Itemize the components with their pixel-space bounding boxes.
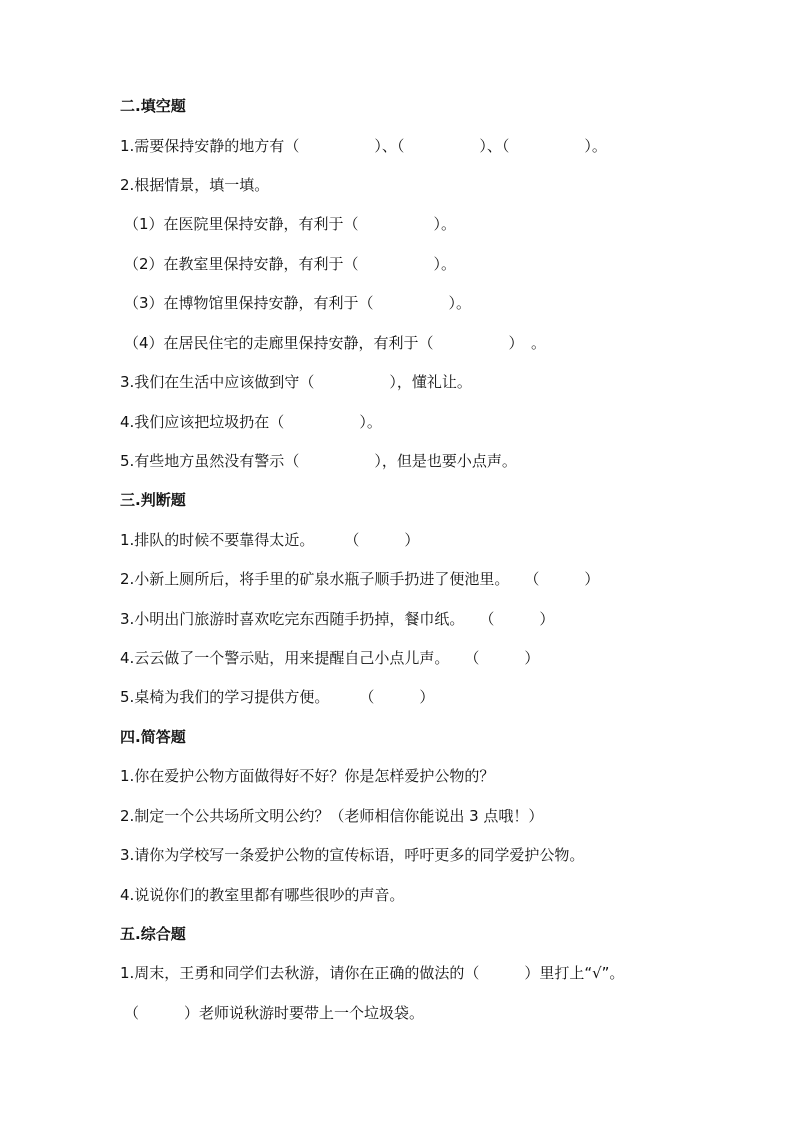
section-heading-short-answer: 四.简答题 xyxy=(120,728,186,746)
question-sa-2: 2.制定一个公共场所文明公约？（老师相信你能说出 3 点哦！） xyxy=(120,807,544,825)
section-heading-fill-blank: 二.填空题 xyxy=(120,97,186,115)
question-fill-2: 2.根据情景，填一填。 xyxy=(120,176,270,194)
question-fill-2-4: （4）在居民住宅的走廊里保持安静，有利于（ ） 。 xyxy=(124,334,547,352)
section-heading-comprehensive: 五.综合题 xyxy=(120,925,186,943)
question-tf-5: 5.桌椅为我们的学习提供方便。 （ ） xyxy=(120,688,435,706)
question-fill-2-2: （2）在教室里保持安静，有利于（ ）。 xyxy=(124,255,457,273)
question-fill-3: 3.我们在生活中应该做到守（ ），懂礼让。 xyxy=(120,373,472,391)
question-comp-1-1: （ ）老师说秋游时要带上一个垃圾袋。 xyxy=(124,1004,425,1022)
question-sa-4: 4.说说你们的教室里都有哪些很吵的声音。 xyxy=(120,886,405,904)
question-fill-5: 5.有些地方虽然没有警示（ ），但是也要小点声。 xyxy=(120,452,517,470)
question-comp-1: 1.周末，王勇和同学们去秋游，请你在正确的做法的（ ）里打上“√”。 xyxy=(120,964,625,982)
section-heading-true-false: 三.判断题 xyxy=(120,491,186,509)
question-tf-4: 4.云云做了一个警示贴，用来提醒自己小点儿声。 （ ） xyxy=(120,649,540,667)
question-sa-1: 1.你在爱护公物方面做得好不好？你是怎样爱护公物的？ xyxy=(120,767,495,785)
question-fill-1: 1.需要保持安静的地方有（ ）、（ ）、（ ）。 xyxy=(120,137,607,155)
question-sa-3: 3.请你为学校写一条爱护公物的宣传标语，呼吁更多的同学爱护公物。 xyxy=(120,846,585,864)
question-fill-2-1: （1）在医院里保持安静，有利于（ ）。 xyxy=(124,215,457,233)
question-tf-1: 1.排队的时候不要靠得太近。 （ ） xyxy=(120,531,420,549)
question-tf-2: 2.小新上厕所后，将手里的矿泉水瓶子顺手扔进了便池里。 （ ） xyxy=(120,570,600,588)
question-fill-4: 4.我们应该把垃圾扔在（ ）。 xyxy=(120,413,382,431)
question-tf-3: 3.小明出门旅游时喜欢吃完东西随手扔掉，餐巾纸。 （ ） xyxy=(120,610,555,628)
question-fill-2-3: （3）在博物馆里保持安静，有利于（ ）。 xyxy=(124,294,472,312)
